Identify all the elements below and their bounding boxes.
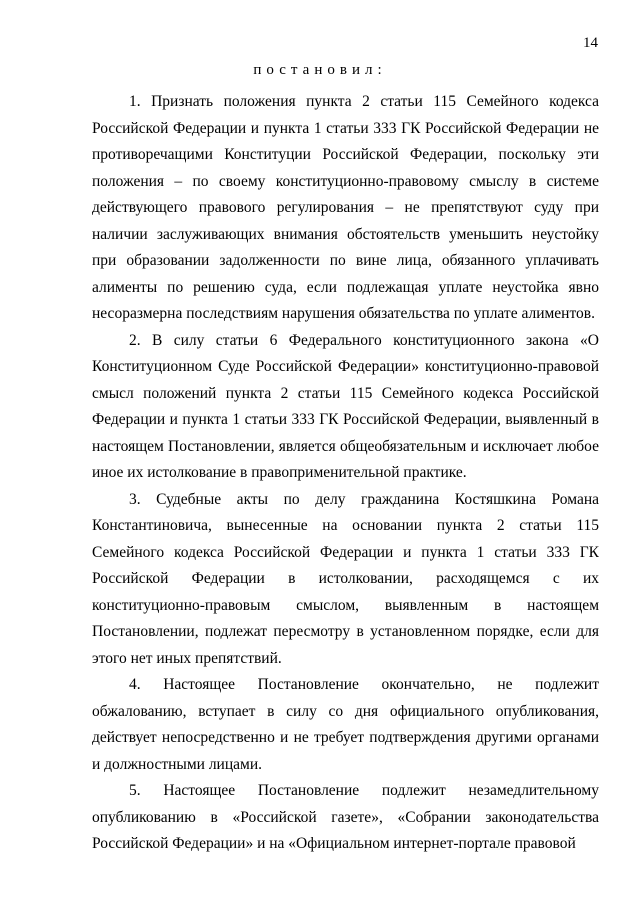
- paragraph-2: 2. В силу статьи 6 Федерального конституционного закона «О Конституционном Суде Российской Федерации» конституционно-правовой смысл положений пункта 2 статьи 115 Семейного кодекса Российской Федерации и пункта 1 статьи 333 ГК Российской Федерации, выявленный в настоящем Постановлении, является общеобязательным и исключает любое иное их истолкование в правоприменительной практике.: [92, 331, 599, 481]
- paragraph-4: 4. Настоящее Постановление окончательно, не подлежит обжалованию, вступает в силу со дня официального опубликования, действует непосредственно и не требует подтверждения другими органами и должностными лицами.: [92, 676, 599, 773]
- paragraph-1: 1. Признать положения пункта 2 статьи 115 Семейного кодекса Российской Федерации и пункта 1 статьи 333 ГК Российской Федерации не противоречащими Конституции Российской Федерации, поскольку эти положения – по своему конституционно-правовому смыслу в системе действующего правового регулирования – не препятствуют суду при наличии заслуживающих внимания обстоятельств уменьшить неустойку при образовании задолженности по вине лица, обязанного уплачивать алименты по решению суда, если подлежащая уплате неустойка явно несоразмерна последствиям нарушения обязательства по уплате алиментов.: [92, 93, 599, 322]
- paragraph-3: 3. Судебные акты по делу гражданина Костяшкина Романа Константиновича, вынесенные на основании пункта 2 статьи 115 Семейного кодекса Российской Федерации и пункта 1 статьи 333 ГК Российской Федерации в истолковании, расходящемся с их конституционно-правовым смыслом, выявленным в настоящем Постановлении, подлежат пересмотру в установленном порядке, если для этого нет иных препятствий.: [92, 490, 599, 667]
- document-body: [92, 89, 599, 858]
- paragraph-5: 5. Настоящее Постановление подлежит незамедлительному опубликованию в «Российской газете», «Собрании законодательства Российской Федерации» и на «Официальном интернет-портале правовой: [92, 782, 599, 852]
- page-number: 14: [583, 35, 598, 51]
- resolution-heading: постановил:: [253, 62, 387, 78]
